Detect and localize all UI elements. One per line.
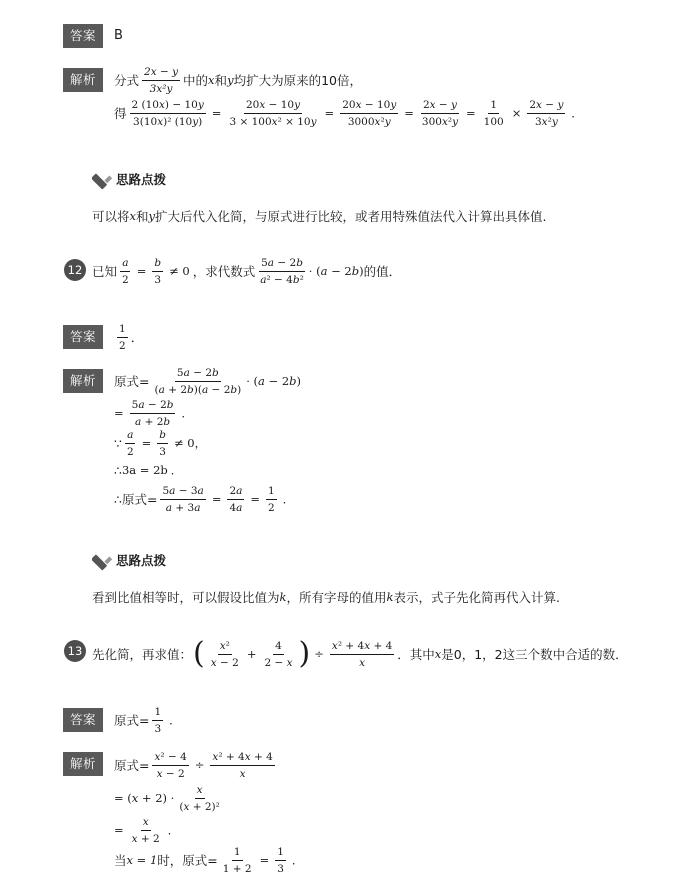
- text: 是0，1，2这三个数中合适的数．: [441, 647, 628, 662]
- fraction: $\frac{\text{x² − 4}}{x - 2}$: [154, 750, 187, 780]
- text: 均扩大为原来的10倍，: [233, 73, 362, 88]
- text: 先化简，再求值：: [92, 647, 193, 662]
- q12-question: 已知 $\frac{a}{2}$ = $\frac{b}{3}$ ≠ 0 ，求代数式 $\frac{5a - 2b}{\text{a² − 4b²}}$ · (a − 2b) 的值．: [92, 256, 402, 286]
- fraction: $\frac{\text{x² + 4x + 4}}{x}$: [212, 750, 273, 780]
- fraction: $\frac{1}{2}$: [268, 484, 275, 514]
- text: 原式=: [121, 492, 158, 507]
- text: ∴: [114, 462, 122, 478]
- q12-analysis-line-5: ∴ 原式= $\frac{5a - 3a}{a + 3a}$ = $\frac{2a}{4a}$ = $\frac{1}{2}$ ．: [114, 484, 295, 514]
- math-expr: 3a = 2b: [121, 463, 168, 477]
- text: ，求代数式: [192, 264, 256, 279]
- math-var: x: [129, 209, 137, 223]
- fraction: $\frac{1}{3}$: [277, 845, 284, 875]
- math-var: x: [434, 647, 442, 661]
- fraction: $\frac{b}{3}$: [159, 428, 167, 458]
- fraction: $\frac{\text{x²}}{x - 2}$: [210, 639, 239, 669]
- fraction: $\frac{a}{2}$: [126, 428, 134, 458]
- analysis-tag: 解析: [63, 369, 103, 393]
- text: 看到比值相等时，可以假设比值为: [92, 590, 280, 605]
- hint-title: 思路点拨: [116, 172, 167, 187]
- math-var: y: [148, 209, 156, 223]
- text: 和: [136, 209, 149, 224]
- text: 得: [114, 106, 127, 121]
- fraction: $\frac{5a - 2b}{(a + 2b)(a - 2b)}$: [154, 366, 242, 396]
- text: 原式=: [114, 713, 150, 728]
- fraction: $\frac{2a}{4a}$: [229, 484, 243, 514]
- hint-title: 思路点拨: [116, 553, 167, 568]
- fraction: $\frac{2x - y}{\text{3x²y}}$: [529, 98, 564, 128]
- text: 原式=: [114, 758, 150, 773]
- q12-answer: [114, 322, 143, 352]
- math-var: k: [386, 590, 394, 604]
- hint-heading: [92, 168, 166, 190]
- text: 中的: [183, 73, 209, 88]
- text: ∴: [114, 491, 122, 507]
- q12-hint-text: [92, 588, 560, 606]
- fraction: $\frac{2x - y}{\text{3x²y}}$: [144, 65, 179, 95]
- q11-analysis-line-2: 得 $\frac{2 (10x) - 10y}{\text{3(10x)² (10y)}}$ = $\frac{20x - 10y}{\text{3 × 100x² × 10y}}$ = $\frac{20x - 10y}{\text{3000x²y}}$ = $\frac{2x - y}{\text{300x²y}}$ = $\frac{1}{100}$ × $\frac{2x - y}{\text{3x²y}}$ ．: [114, 98, 583, 128]
- fraction: $\frac{20x - 10y}{\text{3000x²y}}$: [342, 98, 397, 128]
- q13-analysis-line-3: = $\frac{x}{x + 2}$ ．: [114, 815, 180, 845]
- math-var: k: [279, 590, 287, 604]
- q12-analysis-line-3: ∵ $\frac{a}{2}$ = $\frac{b}{3}$ ≠ 0，: [114, 428, 207, 458]
- fraction: $\frac{a}{2}$: [122, 256, 129, 286]
- fraction: $\frac{b}{3}$: [154, 256, 162, 286]
- text: 时，原式=: [157, 853, 218, 868]
- text: 已知: [92, 264, 118, 279]
- fraction: $\frac{\text{x² + 4x + 4}}{x}$: [331, 639, 393, 669]
- text: 可以将: [92, 209, 130, 224]
- fraction: $\frac{2x - y}{\text{300x²y}}$: [421, 98, 459, 128]
- fraction: $\frac{1}{2}$: [119, 322, 126, 352]
- q11-hint-text: [92, 207, 547, 225]
- pen-icon: [92, 549, 114, 571]
- math-var: y: [227, 73, 234, 87]
- math-var: x: [208, 73, 215, 87]
- hint-heading: [92, 549, 166, 571]
- fraction: $\frac{1}{1 + 2}$: [222, 845, 252, 875]
- q12-analysis-line-1: 原式= $\frac{5a - 2b}{(a + 2b)(a - 2b)}$ · (a − 2b): [114, 366, 302, 396]
- q12-analysis-line-4: ∴ 3a = 2b ．: [114, 462, 183, 478]
- text: 扩大后代入化简，与原式进行比较，或者用特殊值法代入计算出具体值.: [155, 209, 547, 224]
- question-number-13: 13: [64, 640, 86, 662]
- fraction: $\frac{4}{2 - x}$: [264, 639, 293, 669]
- pen-icon: [92, 168, 114, 190]
- text: 表示，式子先化简再代入计算.: [393, 590, 560, 605]
- text: ，所有字母的值用: [286, 590, 387, 605]
- q13-question: 先化简，再求值： ( $\frac{\text{x²}}{x - 2}$ + $\frac{4}{2 - x}$ ) ÷ $\frac{\text{x² + 4x + 4}}{x}$ ．其中 x 是0，1，2这三个数中合适的数．: [92, 636, 628, 671]
- q13-analysis-line-2: = (x + 2) · $\frac{x}{\text{(x + 2)²}}$: [114, 783, 220, 813]
- fraction: $\frac{20x - 10y}{\text{3 × 100x² × 10y}}$: [229, 98, 317, 128]
- q13-answer: 原式= $\frac{1}{3}$ ．: [114, 705, 181, 735]
- text: ．其中: [397, 647, 435, 662]
- answer-tag: 答案: [63, 708, 103, 732]
- fraction: $\frac{5a - 2b}{\text{a² − 4b²}}$: [260, 256, 304, 286]
- fraction: $\frac{1}{3}$: [154, 705, 162, 735]
- text: ∵: [114, 435, 122, 451]
- fraction: $\frac{2 (10x) - 10y}{\text{3(10x)² (10y)}}$: [131, 98, 204, 128]
- fraction: $\frac{5a - 2b}{a + 2b}$: [131, 398, 174, 428]
- text: 和: [214, 73, 228, 88]
- text: 分式: [114, 73, 140, 88]
- text: 当: [114, 853, 127, 868]
- answer-value: B: [114, 28, 123, 43]
- fraction: $\frac{x}{\text{(x + 2)²}}$: [179, 783, 220, 813]
- analysis-tag: 解析: [63, 68, 103, 92]
- text: ．: [130, 330, 144, 345]
- fraction: $\frac{5a - 3a}{a + 3a}$: [162, 484, 204, 514]
- answer-tag: 答案: [63, 325, 103, 349]
- question-number-12: 12: [64, 259, 86, 281]
- analysis-tag: 解析: [63, 752, 103, 776]
- q13-analysis-line-1: 原式= $\frac{\text{x² − 4}}{x - 2}$ ÷ $\frac{\text{x² + 4x + 4}}{x}$: [114, 750, 273, 780]
- answer-tag: 答案: [63, 24, 103, 48]
- q13-analysis-line-4: 当 x = 1 时，原式= $\frac{1}{1 + 2}$ = $\frac{1}{3}$ ．: [114, 845, 304, 875]
- math-expr: x = 1: [126, 853, 158, 867]
- fraction: $\frac{x}{x + 2}$: [131, 815, 160, 845]
- text: 的值．: [363, 264, 402, 279]
- q11-analysis-line-1: [114, 65, 362, 95]
- q12-analysis-line-2: = $\frac{5a - 2b}{a + 2b}$ ．: [114, 398, 193, 428]
- fraction: $\frac{1}{100}$: [483, 98, 504, 128]
- text: 原式=: [114, 374, 150, 389]
